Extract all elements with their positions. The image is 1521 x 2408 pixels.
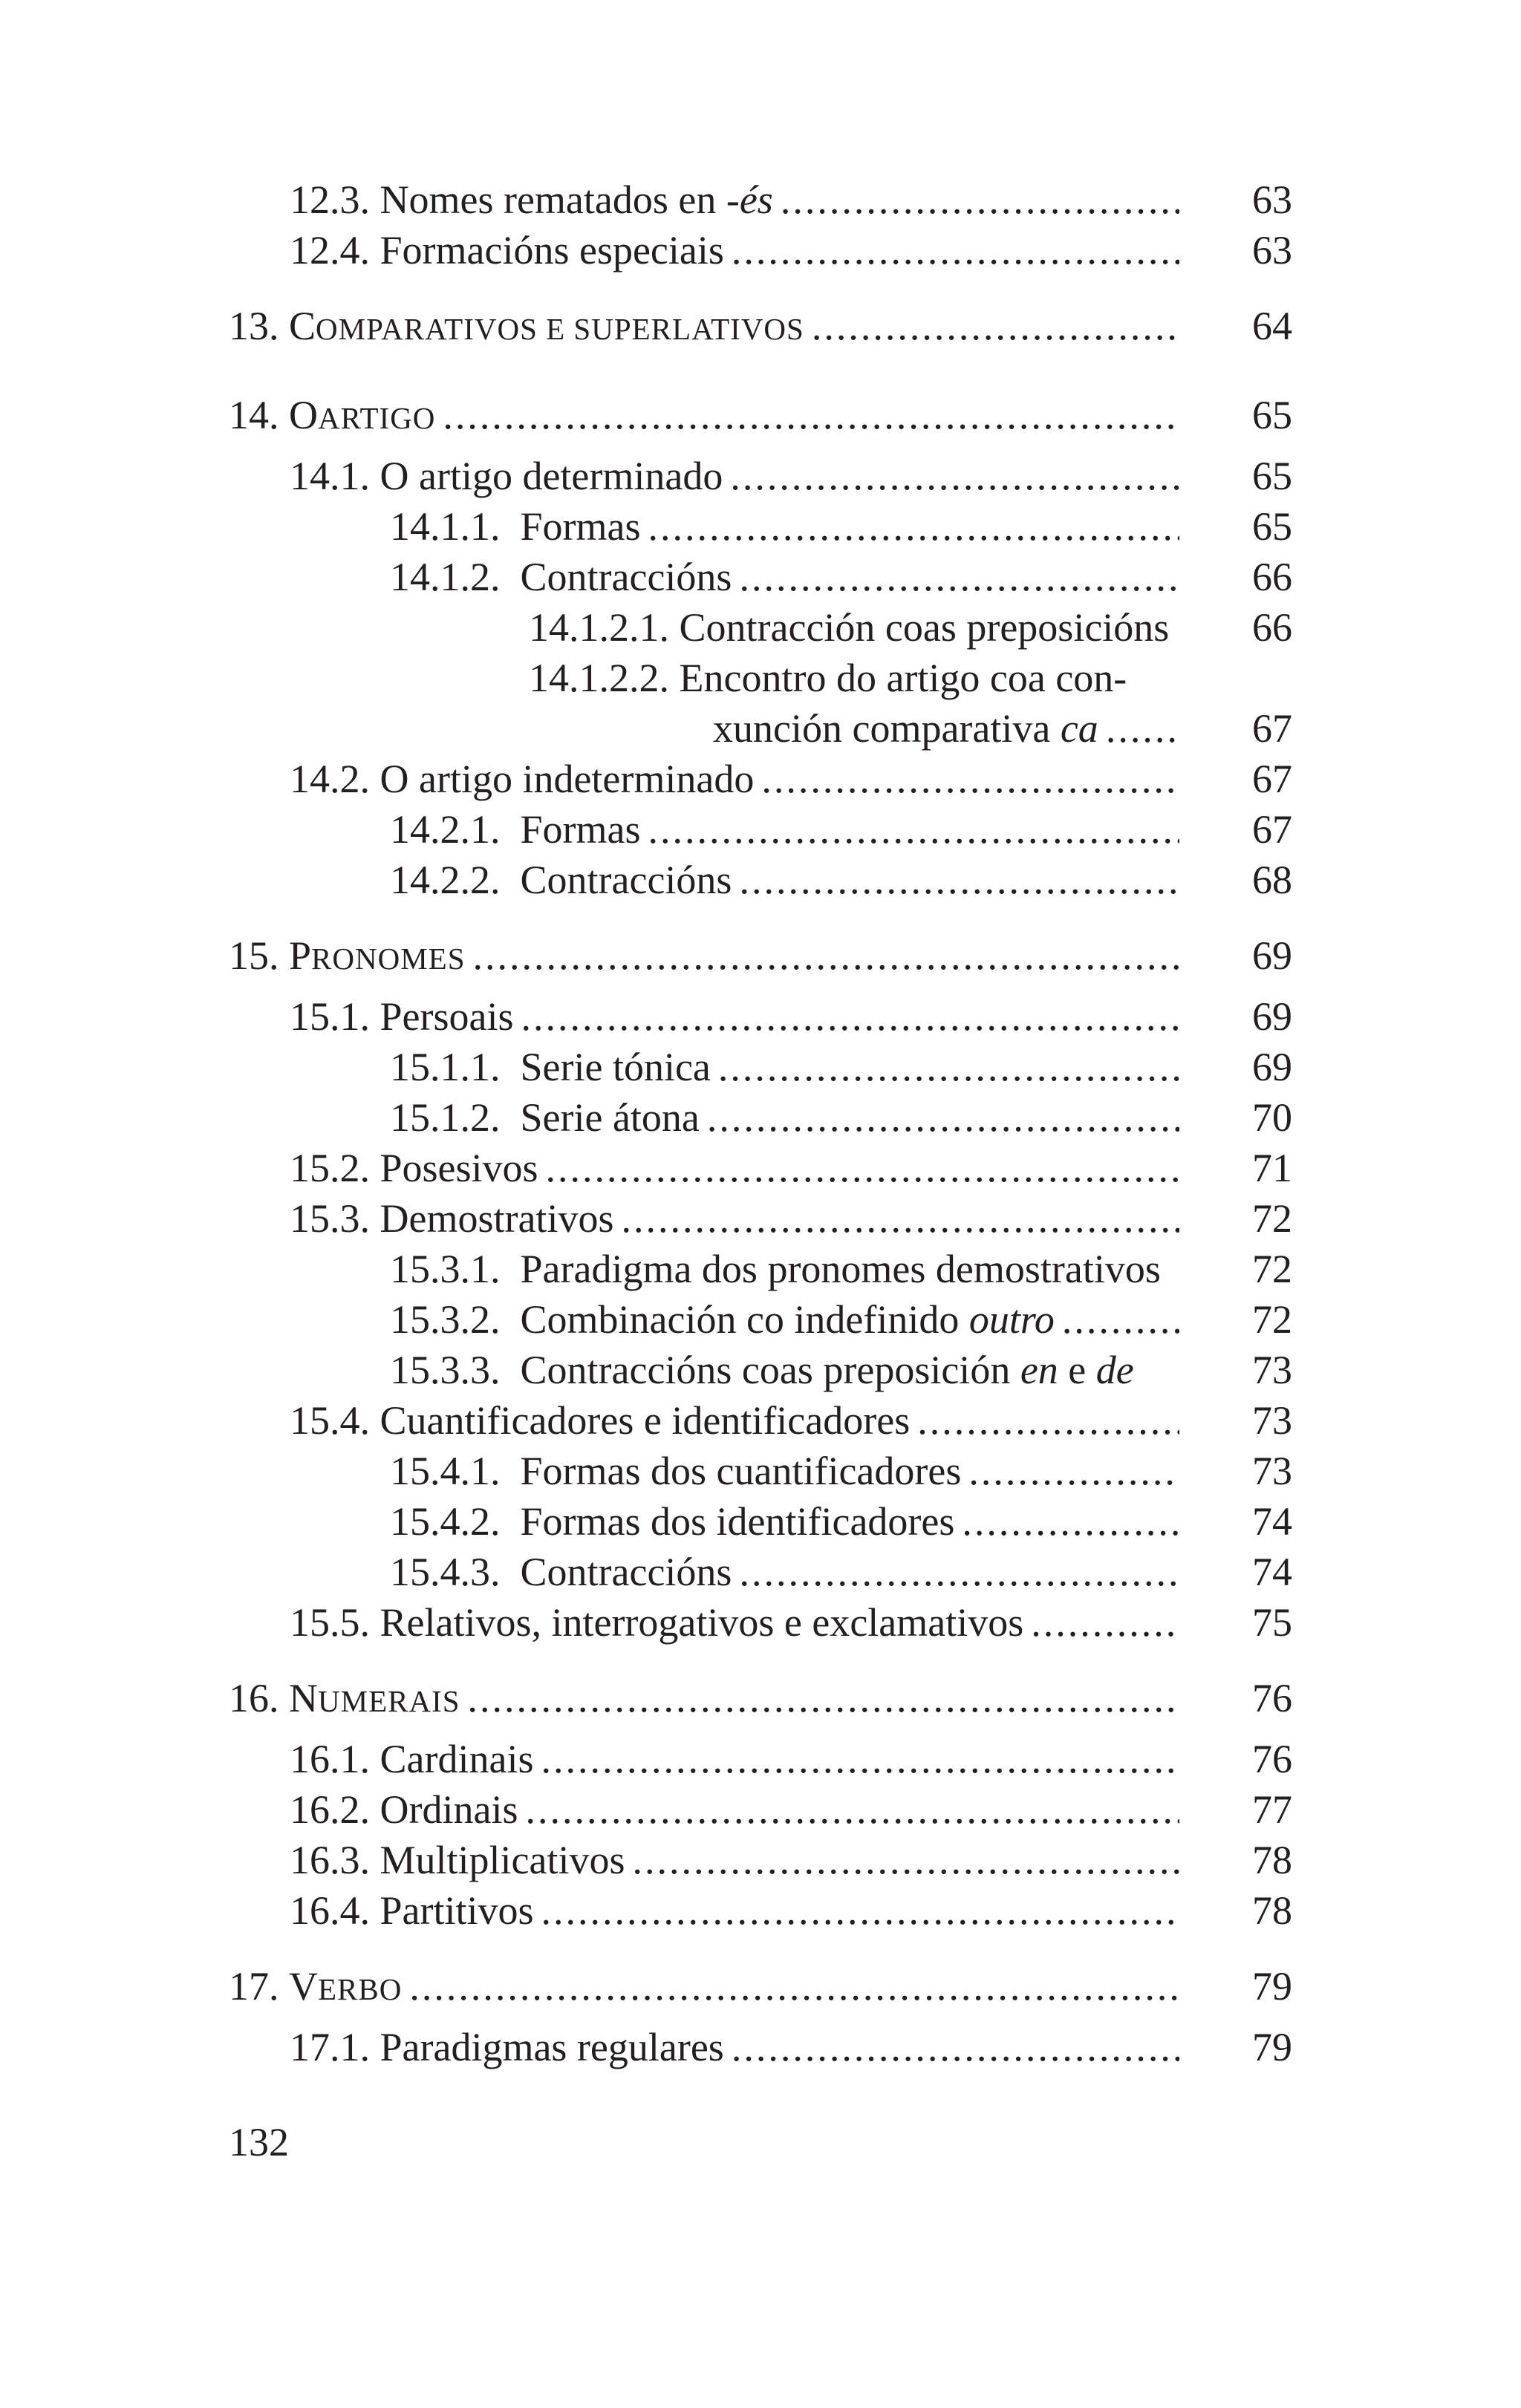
page-number: 65 bbox=[1252, 504, 1292, 549]
entry-title-small-caps: ERBO bbox=[318, 1972, 403, 2006]
toc-entry-17[interactable] bbox=[229, 1964, 1179, 2009]
page-number: 68 bbox=[1252, 858, 1292, 902]
entry-title-italic: outro bbox=[968, 1297, 1055, 1342]
dot-leader bbox=[707, 1097, 1179, 1138]
toc-entry-16-1[interactable] bbox=[290, 1739, 1179, 1779]
page-number: 65 bbox=[1252, 454, 1292, 498]
toc-entry-16-2[interactable] bbox=[290, 1789, 1179, 1830]
page-number: 67 bbox=[1252, 706, 1292, 751]
entry-title: Formacións especiais bbox=[380, 228, 724, 273]
toc-entry-15[interactable] bbox=[229, 933, 1179, 978]
dot-leader bbox=[962, 1501, 1179, 1541]
entry-title-cap: N bbox=[289, 1676, 318, 1720]
toc-entry-15-3-3[interactable] bbox=[390, 1350, 1134, 1390]
page-number: 76 bbox=[1252, 1676, 1292, 1720]
entry-title-italic: en bbox=[1020, 1348, 1058, 1392]
toc-entry-14[interactable] bbox=[229, 395, 1179, 435]
entry-title: Formas bbox=[520, 807, 641, 852]
page-number: 71 bbox=[1252, 1146, 1292, 1190]
entry-title: O artigo determinado bbox=[380, 454, 723, 498]
entry-number: 15.4.1. bbox=[390, 1449, 501, 1493]
dot-leader bbox=[812, 306, 1179, 346]
entry-number: 12.3. bbox=[290, 177, 370, 222]
page-number: 73 bbox=[1252, 1348, 1292, 1392]
entry-title: Contraccións bbox=[520, 1550, 732, 1594]
entry-title: Cuantificadores e identificadores bbox=[380, 1398, 911, 1443]
page-number: 63 bbox=[1252, 177, 1292, 222]
toc-entry-14-1-2[interactable] bbox=[390, 557, 1179, 597]
entry-number: 15.1.1. bbox=[390, 1045, 501, 1089]
toc-entry-16[interactable] bbox=[229, 1678, 1179, 1718]
toc-entry-14-1-2-2[interactable] bbox=[529, 658, 1127, 698]
entry-title-small-caps: RONOMES bbox=[311, 942, 466, 976]
entry-number: 16.4. bbox=[290, 1888, 370, 1933]
entry-number: 15.4.2. bbox=[390, 1499, 501, 1544]
toc-entry-13[interactable] bbox=[229, 306, 1179, 346]
dot-leader bbox=[1106, 708, 1179, 748]
page-number: 77 bbox=[1252, 1787, 1292, 1832]
toc-entry-12-4[interactable] bbox=[290, 228, 1179, 273]
page-number: 75 bbox=[1252, 1600, 1292, 1645]
toc-entry-14-1-2-1[interactable] bbox=[529, 605, 1170, 650]
entry-title: Multiplicativos bbox=[380, 1838, 625, 1882]
toc-entry-15-3[interactable] bbox=[290, 1198, 1179, 1239]
dot-leader bbox=[1062, 1299, 1179, 1340]
entry-title: Posesivos bbox=[380, 1146, 538, 1190]
toc-entry-15-1-2[interactable] bbox=[390, 1097, 1179, 1138]
page-number: 63 bbox=[1252, 228, 1292, 273]
dot-leader bbox=[739, 557, 1179, 597]
entry-title: Formas dos identificadores bbox=[520, 1499, 955, 1544]
dot-leader bbox=[541, 1739, 1179, 1779]
page-number: 66 bbox=[1252, 555, 1292, 599]
entry-title-italic: ca bbox=[1060, 706, 1098, 751]
entry-number: 14.1. bbox=[290, 454, 370, 498]
page-number: 69 bbox=[1252, 933, 1292, 978]
entry-number: 15.2. bbox=[290, 1146, 370, 1190]
dot-leader bbox=[761, 759, 1179, 799]
entry-number: 16.3. bbox=[290, 1838, 370, 1882]
toc-entry-15-5[interactable] bbox=[290, 1600, 1179, 1645]
entry-title: Cardinais bbox=[380, 1737, 534, 1781]
page-number: 72 bbox=[1252, 1247, 1292, 1291]
entry-number: 15.4. bbox=[290, 1398, 370, 1443]
dot-leader bbox=[730, 456, 1179, 496]
entry-number: 16.2. bbox=[290, 1787, 370, 1832]
entry-number: 14.2.1. bbox=[390, 807, 501, 852]
toc-entry-15-3-2[interactable] bbox=[390, 1299, 1179, 1340]
page-folio: 132 bbox=[229, 2120, 289, 2164]
entry-title: Serie átona bbox=[520, 1095, 700, 1140]
entry-title-small-caps: OMPARATIVOS E SUPERLATIVOS bbox=[316, 312, 804, 346]
entry-title-small-caps: UMERAIS bbox=[318, 1684, 460, 1718]
dot-leader bbox=[968, 1451, 1179, 1491]
entry-title-conjunction: e bbox=[1058, 1348, 1096, 1392]
page-number: 79 bbox=[1252, 1964, 1292, 2009]
page-number: 65 bbox=[1252, 393, 1292, 437]
entry-number: 14.1.2. bbox=[390, 555, 501, 599]
entry-number: 15.4.3. bbox=[390, 1550, 501, 1594]
entry-number: 12.4. bbox=[290, 228, 370, 273]
toc-entry-14-2-1[interactable] bbox=[390, 807, 1179, 852]
entry-title: Formas dos cuantificadores bbox=[520, 1449, 962, 1493]
dot-leader bbox=[739, 1552, 1179, 1592]
dot-leader bbox=[541, 1890, 1179, 1931]
toc-entry-14-1-1[interactable] bbox=[390, 504, 1179, 549]
entry-title: Formas bbox=[520, 504, 641, 549]
entry-title: Serie tónica bbox=[520, 1045, 711, 1089]
toc-entry-15-4[interactable] bbox=[290, 1398, 1179, 1443]
entry-number: 17. bbox=[229, 1964, 279, 2009]
dot-leader bbox=[648, 506, 1180, 546]
page-number: 72 bbox=[1252, 1196, 1292, 1241]
entry-title: O artigo indeterminado bbox=[380, 757, 755, 801]
toc-entry-16-4[interactable] bbox=[290, 1890, 1179, 1931]
page-number: 69 bbox=[1252, 1045, 1292, 1089]
page-number: 76 bbox=[1252, 1737, 1292, 1781]
page-number: 74 bbox=[1252, 1499, 1292, 1544]
entry-number: 14.2. bbox=[290, 757, 370, 801]
toc-entry-15-2[interactable] bbox=[290, 1148, 1179, 1188]
entry-title: Contracción coas preposicións bbox=[679, 605, 1170, 650]
toc-entry-14-1-2-2-continuation[interactable] bbox=[713, 706, 1179, 751]
entry-number: 15.3.2. bbox=[390, 1297, 501, 1342]
dot-leader bbox=[718, 1047, 1179, 1087]
dot-leader bbox=[781, 180, 1179, 220]
toc-entry-16-3[interactable] bbox=[290, 1840, 1179, 1880]
entry-number: 13. bbox=[229, 304, 279, 348]
entry-number: 14.1.2.2. bbox=[529, 656, 669, 700]
toc-entry-12-3[interactable] bbox=[290, 177, 1179, 222]
dot-leader bbox=[473, 936, 1179, 976]
page-number: 78 bbox=[1252, 1838, 1292, 1882]
entry-title: xunción comparativa bbox=[713, 706, 1061, 751]
entry-title: Relativos, interrogativos e exclamativos bbox=[380, 1600, 1024, 1645]
dot-leader bbox=[1031, 1602, 1179, 1642]
entry-number: 17.1. bbox=[290, 2025, 370, 2069]
entry-number: 15. bbox=[229, 933, 279, 978]
page-number: 69 bbox=[1252, 994, 1292, 1039]
entry-title: Paradigma dos pronomes demostrativos bbox=[520, 1247, 1161, 1291]
entry-title: Ordinais bbox=[380, 1787, 518, 1832]
entry-title: Persoais bbox=[380, 994, 514, 1039]
toc-entry-17-1[interactable] bbox=[290, 2027, 1179, 2067]
entry-number: 14.1.2.1. bbox=[529, 605, 669, 650]
entry-number: 15.1.2. bbox=[390, 1095, 501, 1140]
entry-title-italic: de bbox=[1095, 1348, 1134, 1392]
toc-entry-15-3-1[interactable] bbox=[390, 1249, 1161, 1289]
dot-leader bbox=[732, 230, 1179, 270]
entry-number: 15.3. bbox=[290, 1196, 370, 1241]
entry-title-cap: O bbox=[289, 393, 318, 437]
toc-entry-15-4-2[interactable] bbox=[390, 1499, 1179, 1544]
dot-leader bbox=[409, 1966, 1179, 2006]
page-number: 79 bbox=[1252, 2025, 1292, 2069]
entry-title: Demostrativos bbox=[380, 1196, 614, 1241]
page-number: 70 bbox=[1252, 1095, 1292, 1140]
dot-leader bbox=[633, 1840, 1180, 1880]
entry-title-italic: -és bbox=[726, 177, 773, 222]
dot-leader bbox=[621, 1198, 1179, 1239]
entry-title: Contraccións coas preposición bbox=[520, 1348, 1020, 1392]
dot-leader bbox=[648, 809, 1180, 849]
toc-entry-15-4-1[interactable] bbox=[390, 1451, 1179, 1491]
entry-number: 15.5. bbox=[290, 1600, 370, 1645]
toc-entry-15-4-3[interactable] bbox=[390, 1552, 1179, 1592]
dot-leader bbox=[739, 860, 1179, 900]
entry-title: Paradigmas regulares bbox=[380, 2025, 724, 2069]
dot-leader bbox=[917, 1400, 1179, 1440]
page-number: 73 bbox=[1252, 1398, 1292, 1443]
entry-title-cap: V bbox=[289, 1964, 318, 2009]
entry-number: 14.2.2. bbox=[390, 858, 501, 902]
page-number: 67 bbox=[1252, 757, 1292, 801]
page-number: 74 bbox=[1252, 1550, 1292, 1594]
dot-leader bbox=[521, 996, 1179, 1037]
toc-entry-14-1[interactable] bbox=[290, 456, 1179, 496]
entry-title: Contraccións bbox=[520, 858, 732, 902]
page-number: 72 bbox=[1252, 1297, 1292, 1342]
entry-number: 14.1.1. bbox=[390, 504, 501, 549]
entry-title: Partitivos bbox=[380, 1888, 534, 1933]
page-number: 73 bbox=[1252, 1449, 1292, 1493]
entry-title: Nomes rematados en bbox=[380, 177, 726, 222]
page-number: 64 bbox=[1252, 304, 1292, 348]
entry-number: 15.3.3. bbox=[390, 1348, 501, 1392]
entry-number: 14. bbox=[229, 393, 279, 437]
toc-entry-14-2-2[interactable] bbox=[390, 860, 1179, 900]
toc-entry-15-1[interactable] bbox=[290, 996, 1179, 1037]
toc-entry-14-2[interactable] bbox=[290, 759, 1179, 799]
entry-number: 15.1. bbox=[290, 994, 370, 1039]
page-number: 78 bbox=[1252, 1888, 1292, 1933]
dot-leader bbox=[443, 395, 1179, 435]
dot-leader bbox=[468, 1678, 1179, 1718]
entry-number: 16.1. bbox=[290, 1737, 370, 1781]
entry-title: Contraccións bbox=[520, 555, 732, 599]
dot-leader bbox=[732, 2027, 1179, 2067]
dot-leader bbox=[525, 1789, 1179, 1830]
page-number: 66 bbox=[1252, 605, 1292, 650]
entry-title-cap: C bbox=[289, 304, 316, 348]
entry-title-small-caps: ARTIGO bbox=[318, 401, 436, 435]
entry-number: 15.3.1. bbox=[390, 1247, 501, 1291]
entry-title-cap: P bbox=[289, 933, 312, 978]
toc-entry-15-1-1[interactable] bbox=[390, 1047, 1179, 1087]
entry-title: Combinación co indefinido bbox=[520, 1297, 969, 1342]
entry-title: Encontro do artigo coa con- bbox=[679, 656, 1127, 700]
dot-leader bbox=[546, 1148, 1179, 1188]
page-number: 67 bbox=[1252, 807, 1292, 852]
entry-number: 16. bbox=[229, 1676, 279, 1720]
